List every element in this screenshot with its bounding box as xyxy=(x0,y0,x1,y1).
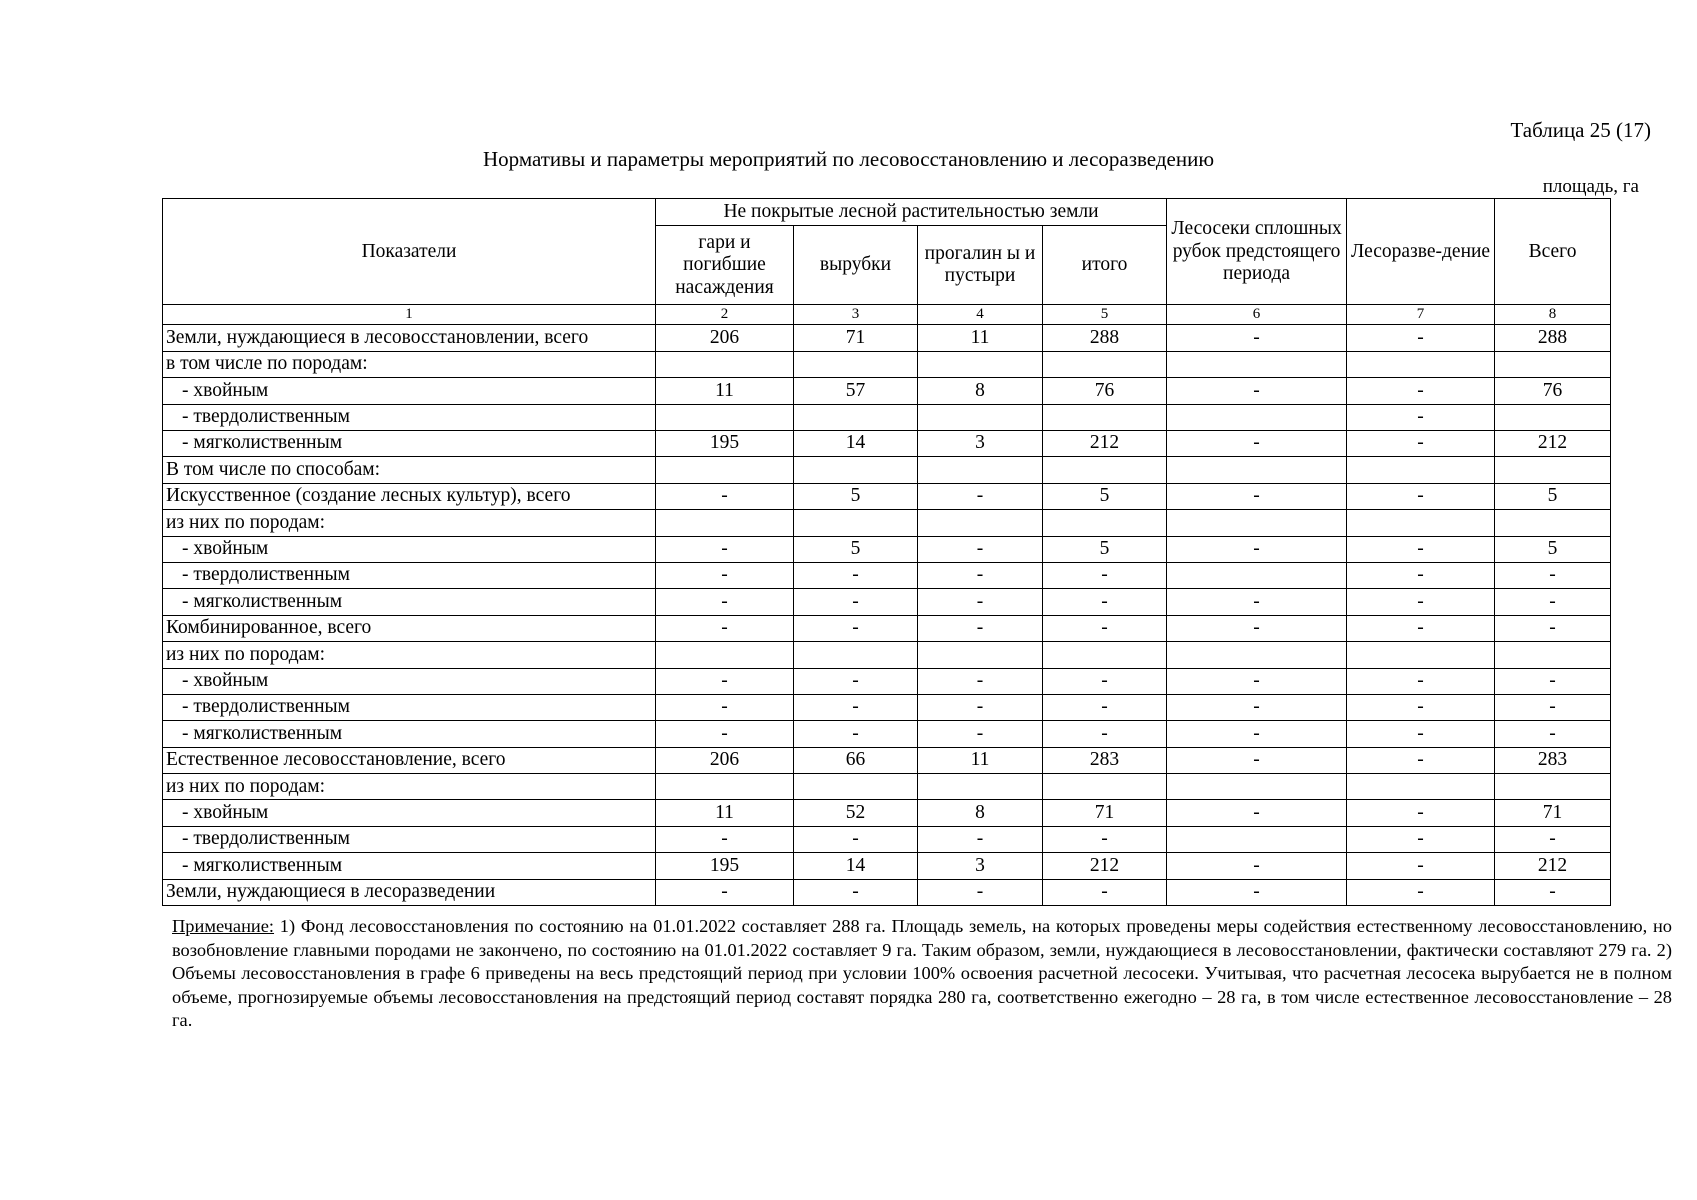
table-cell: - xyxy=(1043,562,1167,588)
table-cell: 212 xyxy=(1495,853,1611,879)
table-cell: 8 xyxy=(918,378,1043,404)
table-cell: 71 xyxy=(1495,800,1611,826)
table-cell: - xyxy=(1347,853,1495,879)
table-cell: 5 xyxy=(1495,536,1611,562)
table-cell: 52 xyxy=(794,800,918,826)
table-row xyxy=(163,510,1611,536)
table-cell: - xyxy=(794,562,918,588)
table-row xyxy=(163,668,1611,694)
table-cell: - xyxy=(1347,747,1495,773)
table-cell xyxy=(794,642,918,668)
table-cell: - xyxy=(656,615,794,641)
table-cell: - xyxy=(1495,826,1611,852)
table-cell: - xyxy=(918,615,1043,641)
table-cell: - xyxy=(656,826,794,852)
table-cell: - xyxy=(918,879,1043,905)
table-cell: - xyxy=(794,589,918,615)
table-cell: - xyxy=(918,483,1043,509)
table-cell: 57 xyxy=(794,378,918,404)
table-cell: - xyxy=(1495,879,1611,905)
table-cell: - xyxy=(918,668,1043,694)
table-cell: - xyxy=(1347,826,1495,852)
column-number: 2 xyxy=(656,305,794,325)
header-total: итого xyxy=(1043,226,1167,305)
row-label: Естественное лесовосстановление, всего xyxy=(163,747,656,773)
column-number: 3 xyxy=(794,305,918,325)
table-cell: 212 xyxy=(1495,430,1611,456)
header-all: Всего xyxy=(1495,199,1611,305)
table-cell: - xyxy=(1495,668,1611,694)
table-cell: 11 xyxy=(918,325,1043,351)
column-number: 1 xyxy=(163,305,656,325)
table-cell: - xyxy=(918,721,1043,747)
table-cell: - xyxy=(794,879,918,905)
unit-label: площадь, га xyxy=(1542,176,1639,197)
table-cell: - xyxy=(656,536,794,562)
table-cell: - xyxy=(1043,826,1167,852)
table-cell: - xyxy=(1495,589,1611,615)
table-cell: - xyxy=(1167,325,1347,351)
table-cell: 66 xyxy=(794,747,918,773)
table-cell xyxy=(656,351,794,377)
table-cell: - xyxy=(1347,800,1495,826)
table-cell xyxy=(1495,351,1611,377)
table-cell xyxy=(1347,457,1495,483)
table-cell: - xyxy=(918,694,1043,720)
table-cell xyxy=(656,642,794,668)
row-label: из них по породам: xyxy=(163,510,656,536)
table-cell: - xyxy=(1167,430,1347,456)
row-label: Земли, нуждающиеся в лесоразведении xyxy=(163,879,656,905)
table-cell xyxy=(656,404,794,430)
table-row xyxy=(163,562,1611,588)
table-cell: - xyxy=(1043,589,1167,615)
table-cell xyxy=(918,774,1043,800)
table-note xyxy=(172,915,1672,1033)
table-row xyxy=(163,457,1611,483)
table-cell: - xyxy=(1495,694,1611,720)
table-cell xyxy=(918,642,1043,668)
table-cell xyxy=(794,404,918,430)
table-cell xyxy=(1347,642,1495,668)
table-cell: - xyxy=(794,615,918,641)
table-row xyxy=(163,351,1611,377)
table-cell: - xyxy=(1043,879,1167,905)
table-cell: 5 xyxy=(794,536,918,562)
row-label: - мягколиственным xyxy=(163,721,656,747)
row-label: - твердолиственным xyxy=(163,826,656,852)
table-cell: - xyxy=(1347,589,1495,615)
table-cell: 195 xyxy=(656,430,794,456)
table-cell xyxy=(1043,642,1167,668)
table-row xyxy=(163,774,1611,800)
table-cell: - xyxy=(1167,879,1347,905)
table-cell xyxy=(794,351,918,377)
table-cell: - xyxy=(656,879,794,905)
row-label: - хвойным xyxy=(163,800,656,826)
table-cell: - xyxy=(656,721,794,747)
column-number: 6 xyxy=(1167,305,1347,325)
table-cell: - xyxy=(1347,668,1495,694)
table-cell: - xyxy=(1347,721,1495,747)
table-row xyxy=(163,404,1611,430)
table-cell: 288 xyxy=(1043,325,1167,351)
table-cell: - xyxy=(1167,800,1347,826)
header-indicators: Показатели xyxy=(163,199,656,305)
table-cell xyxy=(1347,351,1495,377)
column-numbers-row xyxy=(163,305,1611,325)
table-cell: - xyxy=(1167,536,1347,562)
row-label: - хвойным xyxy=(163,668,656,694)
table-cell: - xyxy=(918,589,1043,615)
table-cell: 11 xyxy=(656,378,794,404)
table-cell: 288 xyxy=(1495,325,1611,351)
header-afforestation: Лесоразве-дение xyxy=(1347,199,1495,305)
header-group-unforested: Не покрытые лесной растительностью земли xyxy=(656,199,1167,226)
table-cell xyxy=(1347,774,1495,800)
header-cutting: Лесосеки сплошных рубок предстоящего периода xyxy=(1167,199,1347,305)
row-label: из них по породам: xyxy=(163,774,656,800)
table-cell: 5 xyxy=(1043,483,1167,509)
note-label: Примечание: xyxy=(172,916,275,936)
table-cell: 71 xyxy=(1043,800,1167,826)
row-label: - твердолиственным xyxy=(163,404,656,430)
table-cell: - xyxy=(1167,694,1347,720)
table-cell: - xyxy=(1167,747,1347,773)
table-cell: 3 xyxy=(918,430,1043,456)
table-cell: 5 xyxy=(794,483,918,509)
forest-restoration-table xyxy=(162,198,1611,906)
table-cell: - xyxy=(656,562,794,588)
table-cell xyxy=(656,510,794,536)
table-cell: - xyxy=(1167,378,1347,404)
table-cell xyxy=(1043,510,1167,536)
column-number: 4 xyxy=(918,305,1043,325)
table-cell xyxy=(656,774,794,800)
table-row xyxy=(163,483,1611,509)
row-label: Искусственное (создание лесных культур), всего xyxy=(163,483,656,509)
table-cell: 14 xyxy=(794,430,918,456)
row-label: в том числе по породам: xyxy=(163,351,656,377)
table-cell: 283 xyxy=(1495,747,1611,773)
table-row xyxy=(163,536,1611,562)
table-cell: - xyxy=(1347,879,1495,905)
row-label: - мягколиственным xyxy=(163,589,656,615)
table-cell: - xyxy=(1347,694,1495,720)
table-cell: - xyxy=(1347,536,1495,562)
table-cell xyxy=(1043,457,1167,483)
column-number: 5 xyxy=(1043,305,1167,325)
table-cell xyxy=(1043,404,1167,430)
table-cell: - xyxy=(1347,562,1495,588)
table-number: Таблица 25 (17) xyxy=(1510,118,1651,142)
table-cell: - xyxy=(1043,694,1167,720)
table-cell: - xyxy=(1043,668,1167,694)
table-cell: 8 xyxy=(918,800,1043,826)
row-label: - хвойным xyxy=(163,536,656,562)
table-cell xyxy=(918,351,1043,377)
table-cell: - xyxy=(794,694,918,720)
table-row xyxy=(163,615,1611,641)
table-cell: 11 xyxy=(918,747,1043,773)
table-row xyxy=(163,694,1611,720)
table-cell: 3 xyxy=(918,853,1043,879)
table-cell: - xyxy=(794,668,918,694)
table-cell: - xyxy=(1347,615,1495,641)
table-row xyxy=(163,853,1611,879)
table-cell: 206 xyxy=(656,325,794,351)
table-cell xyxy=(1495,404,1611,430)
table-row xyxy=(163,826,1611,852)
table-cell: 212 xyxy=(1043,853,1167,879)
table-row xyxy=(163,430,1611,456)
row-label: - мягколиственным xyxy=(163,430,656,456)
table-cell: - xyxy=(1495,615,1611,641)
table-cell: - xyxy=(1347,404,1495,430)
table-cell xyxy=(1167,351,1347,377)
table-cell xyxy=(1167,774,1347,800)
table-cell: - xyxy=(1347,483,1495,509)
table-cell: - xyxy=(1495,721,1611,747)
table-cell xyxy=(1167,510,1347,536)
table-cell xyxy=(918,457,1043,483)
table-cell: 5 xyxy=(1495,483,1611,509)
table-cell: 76 xyxy=(1495,378,1611,404)
table-row xyxy=(163,800,1611,826)
header-glades: прогалин ы и пустыри xyxy=(918,226,1043,305)
row-label: - твердолиственным xyxy=(163,562,656,588)
table-cell: - xyxy=(656,589,794,615)
table-cell: - xyxy=(1495,562,1611,588)
table-row xyxy=(163,589,1611,615)
table-cell: - xyxy=(1167,721,1347,747)
table-cell: 71 xyxy=(794,325,918,351)
table-cell xyxy=(1043,774,1167,800)
row-label: В том числе по способам: xyxy=(163,457,656,483)
table-row xyxy=(163,378,1611,404)
note-text: 1) Фонд лесовосстановления по состоянию на 01.01.2022 составляет 288 га. Площадь земель, на которых проведены меры содействия естественному лесовосстановлению, но возобновление главными породами не закончено, по состоянию на 01.01.2022 составляет 9 га. Таким образом, земли, нуждающиеся в лесовосстановлении, фактически составляют 279 га. 2) Объемы лесовосстановления в графе 6 приведены на весь предстоящий период при условии 100% освоения расчетной лесосеки. Учитывая, что расчетная лесосека вырубается не в полном объеме, прогнозируемые объемы лесовосстановления на предстоящий период составят порядка 280 га, соответственно ежегодно – 28 га, в том числе естественное лесовосстановление – 28 га. xyxy=(172,916,1672,1030)
row-label: - хвойным xyxy=(163,378,656,404)
table-cell: - xyxy=(1347,325,1495,351)
table-cell: - xyxy=(1347,430,1495,456)
row-label: - мягколиственным xyxy=(163,853,656,879)
table-cell xyxy=(794,510,918,536)
row-label: Комбинированное, всего xyxy=(163,615,656,641)
table-cell xyxy=(1167,404,1347,430)
table-cell: - xyxy=(794,826,918,852)
table-cell: - xyxy=(656,483,794,509)
table-cell: 283 xyxy=(1043,747,1167,773)
table-cell: 212 xyxy=(1043,430,1167,456)
column-number: 7 xyxy=(1347,305,1495,325)
header-clearings: вырубки xyxy=(794,226,918,305)
header-burnt: гари и погибшие насаждения xyxy=(656,226,794,305)
table-cell xyxy=(794,774,918,800)
table-cell: 5 xyxy=(1043,536,1167,562)
table-cell: - xyxy=(1347,378,1495,404)
row-label: - твердолиственным xyxy=(163,694,656,720)
table-cell: - xyxy=(656,694,794,720)
table-cell xyxy=(794,457,918,483)
table-row xyxy=(163,879,1611,905)
table-cell xyxy=(1167,826,1347,852)
table-cell: - xyxy=(656,668,794,694)
table-cell xyxy=(1167,562,1347,588)
table-cell: - xyxy=(794,721,918,747)
table-cell: - xyxy=(1167,615,1347,641)
table-cell: 195 xyxy=(656,853,794,879)
table-cell xyxy=(1167,642,1347,668)
page-title: Нормативы и параметры мероприятий по лесовосстановлению и лесоразведению xyxy=(482,147,1215,171)
table-cell: - xyxy=(918,562,1043,588)
table-cell: 14 xyxy=(794,853,918,879)
table-cell: - xyxy=(1167,589,1347,615)
table-cell xyxy=(1495,510,1611,536)
table-cell: - xyxy=(1043,615,1167,641)
table-row xyxy=(163,747,1611,773)
table-cell: 76 xyxy=(1043,378,1167,404)
table-cell xyxy=(1495,774,1611,800)
table-cell: 206 xyxy=(656,747,794,773)
row-label: из них по породам: xyxy=(163,642,656,668)
table-cell xyxy=(918,404,1043,430)
table-cell: - xyxy=(1167,853,1347,879)
table-cell: 11 xyxy=(656,800,794,826)
table-cell xyxy=(656,457,794,483)
column-number: 8 xyxy=(1495,305,1611,325)
table-cell xyxy=(1495,457,1611,483)
table-cell xyxy=(1167,457,1347,483)
table-cell: - xyxy=(918,826,1043,852)
table-row xyxy=(163,325,1611,351)
table-cell: - xyxy=(1043,721,1167,747)
table-cell: - xyxy=(918,536,1043,562)
table-cell: - xyxy=(1167,668,1347,694)
row-label: Земли, нуждающиеся в лесовосстановлении, всего xyxy=(163,325,656,351)
table-cell xyxy=(1495,642,1611,668)
table-cell: - xyxy=(1167,483,1347,509)
table-row xyxy=(163,642,1611,668)
table-cell xyxy=(918,510,1043,536)
table-row xyxy=(163,721,1611,747)
table-cell xyxy=(1347,510,1495,536)
table-cell xyxy=(1043,351,1167,377)
